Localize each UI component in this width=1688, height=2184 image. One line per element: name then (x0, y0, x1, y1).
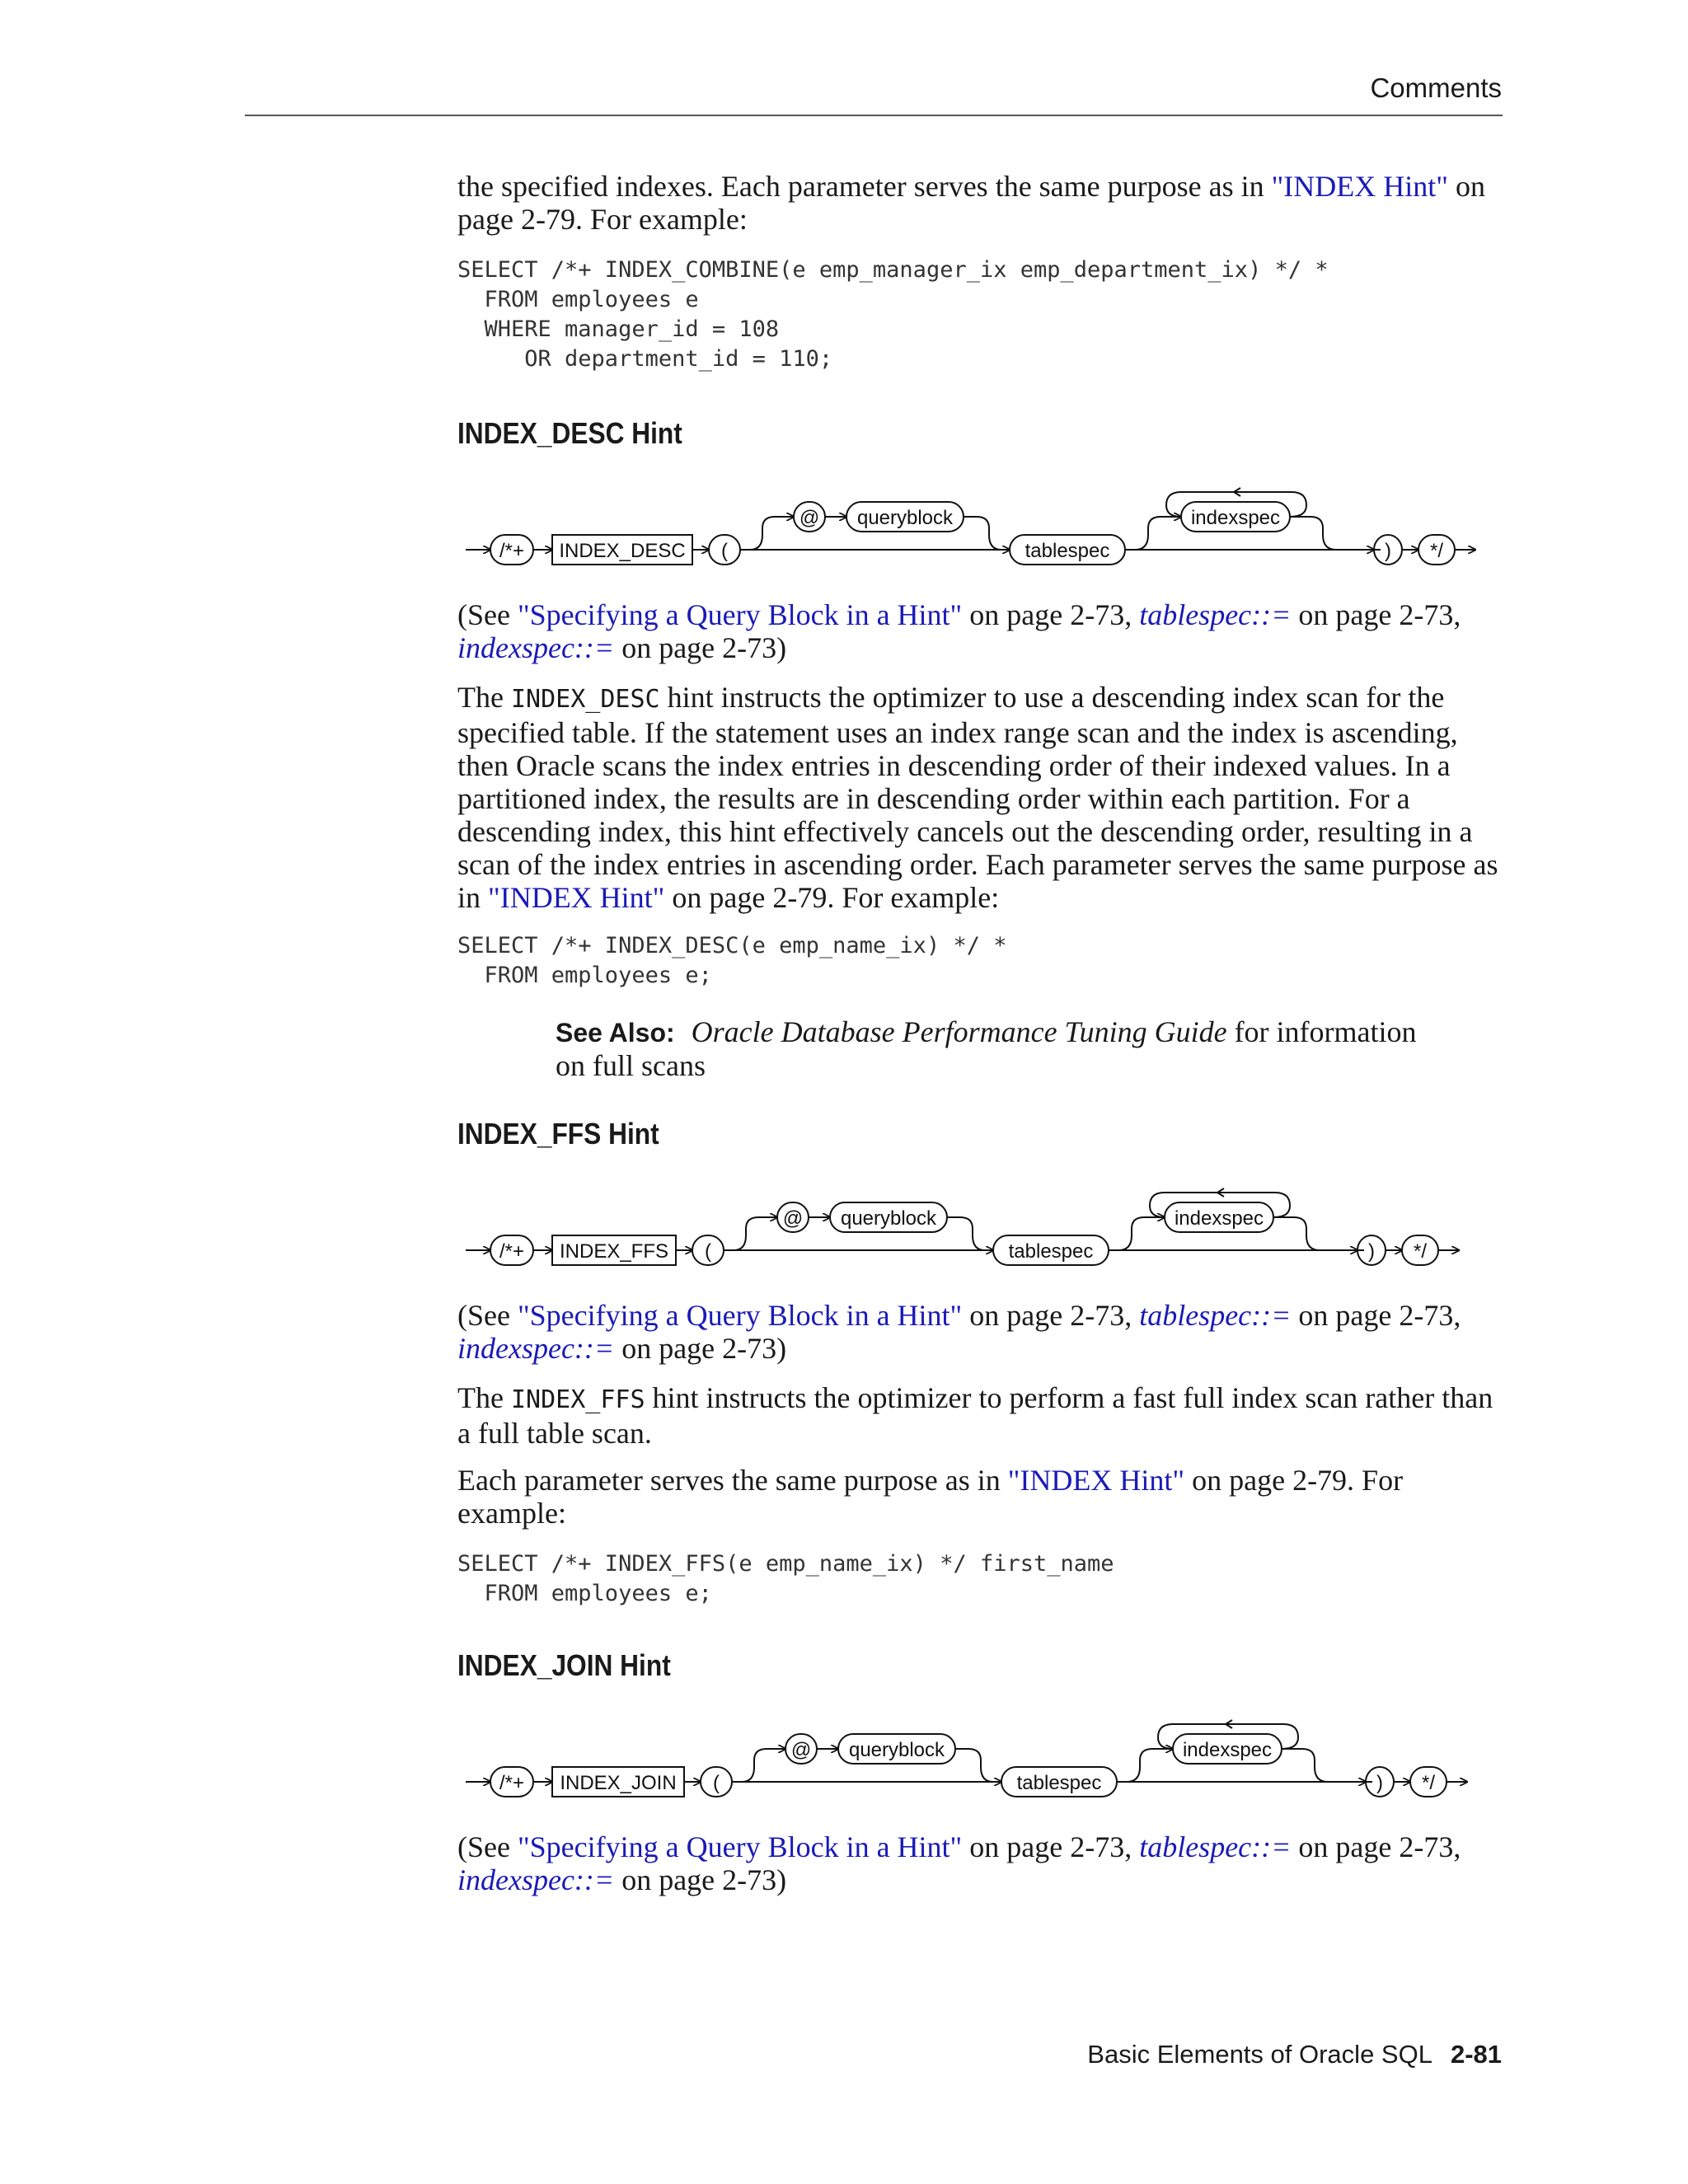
query-block-hint-link[interactable]: "Specifying a Query Block in a Hint" (517, 1299, 963, 1332)
indexspec-label: indexspec (1182, 1739, 1273, 1761)
keyword-label: INDEX_JOIN (560, 1772, 677, 1794)
tablespec-link[interactable]: tablespec::= (1139, 598, 1292, 631)
at-label: @ (790, 1739, 812, 1761)
start-comment-label: /*+ (499, 540, 525, 562)
see-also-label: See Also: (556, 1018, 675, 1047)
see-also-note: See Also: Oracle Database Performance Tuning Guide for information on full scans (556, 1015, 1417, 1082)
intro-text: the specified indexes. Each parameter serves the same purpose as in (457, 170, 1272, 203)
tablespec-link[interactable]: tablespec::= (1139, 1299, 1292, 1332)
footer-book-section: Basic Elements of Oracle SQL (1087, 2040, 1432, 2069)
section-heading-index-join: INDEX_JOIN Hint (457, 1648, 671, 1682)
see-references-index-ffs: (See "Specifying a Query Block in a Hint" on page 2-73, tablespec::= on page 2-73, indexspec::= on page 2-73) (457, 1299, 1461, 1365)
queryblock-label: queryblock (856, 507, 954, 529)
see-also-book-title: Oracle Database Performance Tuning Guide (691, 1015, 1227, 1048)
indexspec-link[interactable]: indexspec::= (457, 631, 615, 664)
index-hint-link[interactable]: "INDEX Hint" (1007, 1464, 1185, 1497)
inline-code: INDEX_DESC (510, 685, 660, 714)
queryblock-label: queryblock (840, 1207, 937, 1230)
syntax-diagram-index-ffs (457, 1183, 1496, 1277)
query-block-hint-link[interactable]: "Specifying a Query Block in a Hint" (517, 598, 963, 631)
start-comment-label: /*+ (499, 1240, 525, 1263)
section-heading-index-ffs: INDEX_FFS Hint (457, 1117, 659, 1151)
index-desc-description: The INDEX_DESC hint instructs the optimizer to use a descending index scan for the specified table. If the statement uses an index range scan and the index is ascending, then Oracle scans the index entries in descending order of their indexed values. In a partitioned index, the results are in descending order within each partition. For a descending index, this hint effectively cancels out the descending order, resulting in a scan of the index entries in ascending order. Each parameter serves the same purpose as in "INDEX Hint" on page 2-79. For example: (457, 681, 1498, 914)
lparen-label: ( (705, 1240, 711, 1263)
rparen-label: ) (1376, 1772, 1383, 1794)
section-heading-index-desc: INDEX_DESC Hint (457, 416, 682, 450)
syntax-diagram-index-desc (457, 482, 1496, 577)
code-index-combine-example: SELECT /*+ INDEX_COMBINE(e emp_manager_ix emp_department_ix) */ * FROM employees e WHERE manager_id = 108 OR department_id = 110; (457, 257, 1329, 372)
tablespec-label: tablespec (1025, 540, 1110, 562)
tablespec-link[interactable]: tablespec::= (1139, 1830, 1292, 1863)
indexspec-link[interactable]: indexspec::= (457, 1332, 615, 1365)
tablespec-label: tablespec (1008, 1240, 1094, 1263)
index-ffs-parameter-note: Each parameter serves the same purpose as in "INDEX Hint" on page 2-79. For example: (457, 1464, 1404, 1530)
end-comment-label: */ (1421, 1772, 1436, 1794)
code-index-desc-example: SELECT /*+ INDEX_DESC(e emp_name_ix) */ * FROM employees e; (457, 933, 1007, 988)
start-comment-label: /*+ (499, 1772, 525, 1794)
at-label: @ (782, 1207, 804, 1230)
index-ffs-description: The INDEX_FFS hint instructs the optimizer to perform a fast full index scan rather than a full table scan. (457, 1381, 1493, 1450)
intro-text: on page 2-79. For example: (457, 170, 1485, 236)
see-references-index-join: (See "Specifying a Query Block in a Hint" on page 2-73, tablespec::= on page 2-73, indexspec::= on page 2-73) (457, 1830, 1461, 1896)
end-comment-label: */ (1413, 1240, 1428, 1263)
running-header: Comments (1370, 73, 1502, 103)
keyword-label: INDEX_DESC (559, 540, 686, 562)
keyword-label: INDEX_FFS (559, 1240, 669, 1263)
indexspec-label: indexspec (1190, 507, 1281, 529)
page-footer (989, 2040, 1502, 2069)
index-hint-link[interactable]: "INDEX Hint" (1271, 170, 1448, 203)
rparen-label: ) (1368, 1240, 1375, 1263)
lparen-label: ( (713, 1772, 720, 1794)
code-index-ffs-example: SELECT /*+ INDEX_FFS(e emp_name_ix) */ first_name FROM employees e; (457, 1551, 1114, 1606)
index-hint-link[interactable]: "INDEX Hint" (488, 881, 665, 914)
inline-code: INDEX_FFS (510, 1385, 645, 1414)
queryblock-label: queryblock (848, 1739, 945, 1761)
at-label: @ (799, 507, 820, 529)
indexspec-label: indexspec (1174, 1207, 1264, 1230)
intro-paragraph (457, 170, 1504, 236)
end-comment-label: */ (1429, 540, 1444, 562)
page-number: 2-81 (1450, 2040, 1502, 2069)
query-block-hint-link[interactable]: "Specifying a Query Block in a Hint" (517, 1830, 963, 1863)
tablespec-label: tablespec (1016, 1772, 1102, 1794)
see-references-index-desc: (See "Specifying a Query Block in a Hint" on page 2-73, tablespec::= on page 2-73, indexspec::= on page 2-73) (457, 598, 1461, 664)
rparen-label: ) (1385, 540, 1391, 562)
indexspec-link[interactable]: indexspec::= (457, 1863, 615, 1896)
syntax-diagram-index-join (457, 1714, 1496, 1809)
lparen-label: ( (721, 540, 728, 562)
header-rule (245, 115, 1503, 116)
